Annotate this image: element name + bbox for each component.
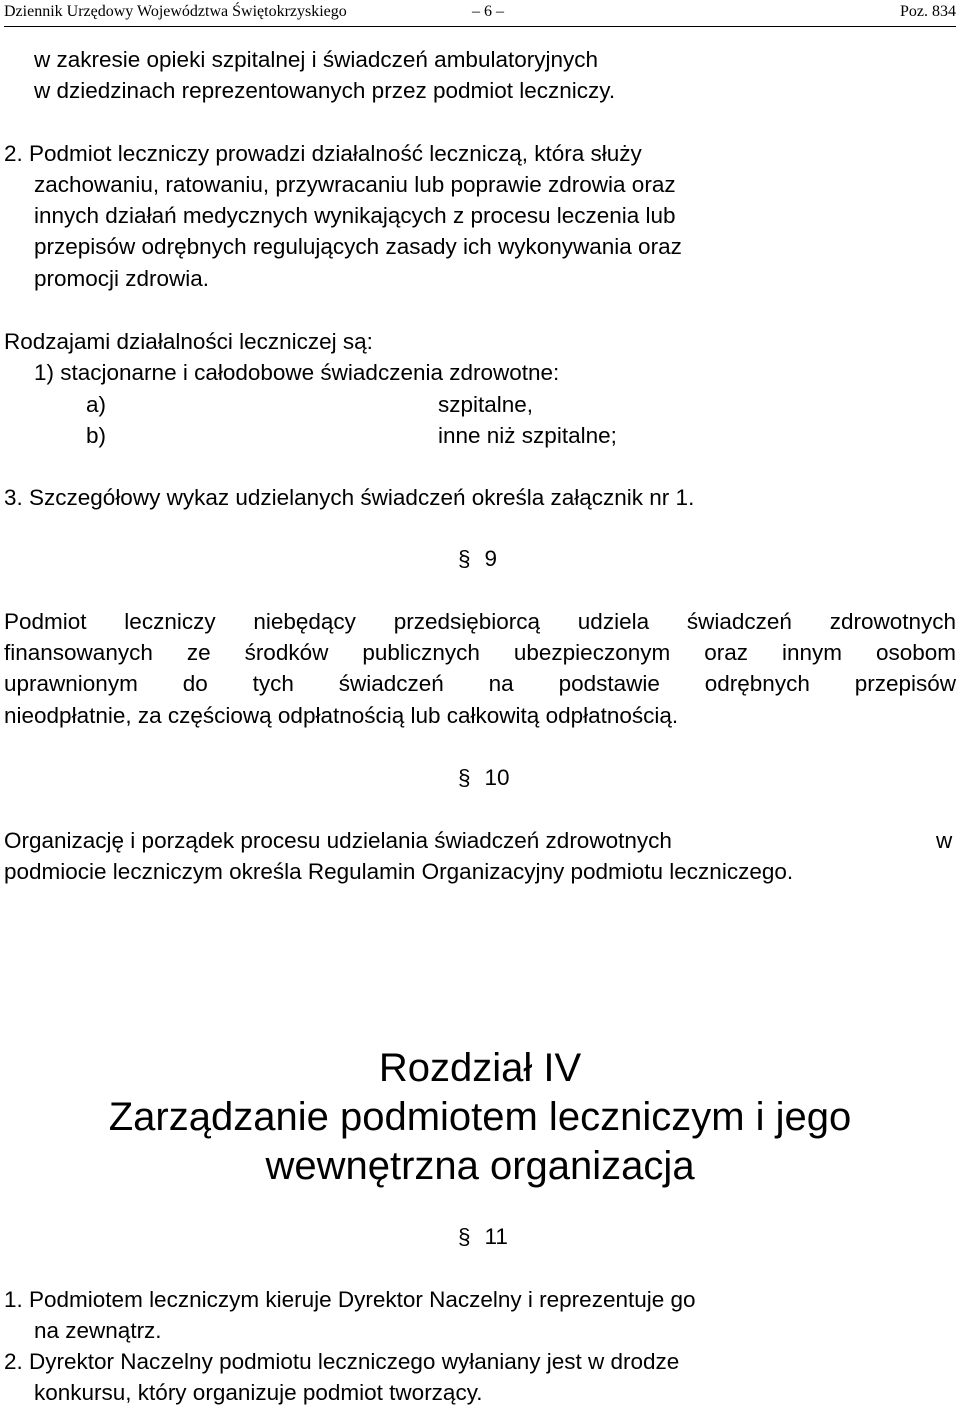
section-symbol: §	[458, 546, 471, 571]
section-9-line: Podmiot leczniczy niebędący przedsiębiorcą udziela świadczeń zdrowotnych	[4, 609, 956, 634]
item-3: 3. Szczegółowy wykaz udzielanych świadczeń określa załącznik nr 1.	[4, 485, 695, 510]
section-number: 9	[484, 546, 498, 571]
item-2-line: 2. Podmiot leczniczy prowadzi działalność leczniczą, która służy	[4, 141, 642, 166]
section-symbol: §	[458, 1224, 471, 1249]
section-11-line: 1. Podmiotem leczniczym kieruje Dyrektor Naczelny i reprezentuje go	[4, 1287, 696, 1312]
activity-item-1: 1) stacjonarne i całodobowe świadczenia zdrowotne:	[34, 360, 560, 385]
page-header	[4, 0, 956, 27]
section-number: 10	[484, 765, 510, 790]
section-10-line: Organizację i porządek procesu udzielania świadczeń zdrowotnych	[4, 828, 672, 853]
section-9-line: uprawnionym do tych świadczeń na podstawie odrębnych przepisów	[4, 671, 956, 696]
section-11-line: 2. Dyrektor Naczelny podmiotu leczniczego wyłaniany jest w drodze	[4, 1349, 680, 1374]
section-9-line: nieodpłatnie, za częściową odpłatnością lub całkowitą odpłatnością.	[4, 703, 679, 728]
activity-intro: Rodzajami działalności leczniczej są:	[4, 329, 373, 354]
sub-item-text: szpitalne,	[438, 392, 534, 417]
sub-item-letter: b)	[86, 423, 107, 448]
section-10-line-end: w	[936, 828, 953, 853]
chapter-subtitle: Zarządzanie podmiotem leczniczym i jego	[108, 1095, 852, 1139]
section-number: 11	[484, 1224, 508, 1249]
section-9-line: finansowanych ze środków publicznych ubezpieczonym oraz innym osobom	[4, 640, 956, 665]
sub-item-text: inne niż szpitalne;	[438, 423, 617, 448]
item-2-line: zachowaniu, ratowaniu, przywracaniu lub poprawie zdrowia oraz	[34, 172, 676, 197]
text-line: w zakresie opieki szpitalnej i świadczeń ambulatoryjnych	[34, 47, 599, 72]
item-2-line: przepisów odrębnych regulujących zasady ich wykonywania oraz	[34, 234, 682, 259]
sub-item-letter: a)	[86, 392, 107, 417]
section-10-line: podmiocie leczniczym określa Regulamin Organizacyjny podmiotu leczniczego.	[4, 859, 794, 884]
position-number: Poz. 834	[900, 3, 956, 20]
item-2-line: innych działań medycznych wynikających z procesu leczenia lub	[34, 203, 676, 228]
journal-title: Dziennik Urzędowy Województwa Świętokrzyskiego	[4, 3, 347, 20]
section-symbol: §	[458, 765, 471, 790]
chapter-subtitle: wewnętrzna organizacja	[265, 1144, 695, 1188]
text-line: w dziedzinach reprezentowanych przez podmiot leczniczy.	[34, 78, 616, 103]
section-11-line: konkursu, który organizuje podmiot tworzący.	[34, 1380, 483, 1405]
item-2-line: promocji zdrowia.	[34, 266, 210, 291]
page-number: – 6 –	[472, 3, 504, 20]
section-11-line: na zewnątrz.	[34, 1318, 162, 1343]
section-heading	[458, 765, 510, 791]
chapter-title: Rozdział IV	[378, 1046, 582, 1090]
section-heading	[458, 1224, 508, 1250]
section-heading	[458, 546, 497, 572]
